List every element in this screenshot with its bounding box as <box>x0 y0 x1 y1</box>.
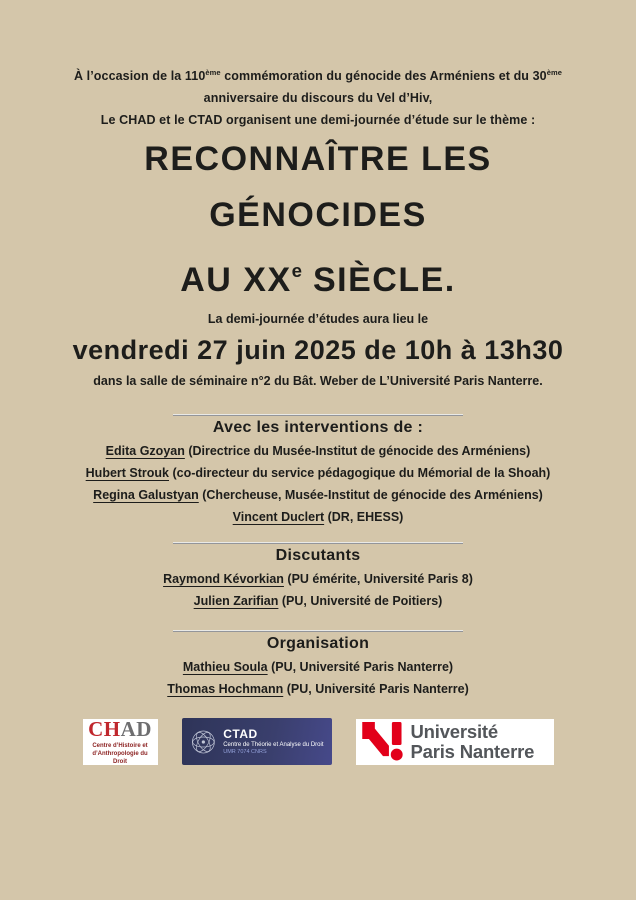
discussant-role: (PU émérite, Université Paris 8) <box>283 572 473 587</box>
ctad-acronym: CTAD <box>223 726 258 741</box>
speaker-item <box>0 462 636 484</box>
speakers-heading: Avec les interventions de : <box>212 419 424 437</box>
speaker-role: (co-directeur du service pédagogique du Mémorial de la Shoah) <box>169 466 551 481</box>
logos-row <box>0 718 636 765</box>
speaker-role: (DR, EHESS) <box>324 510 404 525</box>
poster-title <box>0 131 636 308</box>
discussant-role: (PU, Université de Poitiers) <box>278 594 443 609</box>
title-line-1: RECONNAÎTRE LES <box>144 140 492 179</box>
organisation-heading: Organisation <box>266 635 370 653</box>
intro-line-2: anniversaire du discours du Vel d’Hiv, <box>203 91 433 106</box>
intro-superscript-2: ème <box>546 68 563 77</box>
speaker-name: Vincent Duclert <box>232 510 325 525</box>
chad-acronym-gray: AD <box>120 716 152 741</box>
title-line-3-text-b: SIÈCLE. <box>302 261 456 300</box>
ctad-logo <box>182 718 332 765</box>
title-superscript-e: e <box>291 260 303 282</box>
chad-subtitle-line-1: Centre d’Histoire et <box>92 742 148 749</box>
discussant-item <box>0 590 636 612</box>
discussant-name: Raymond Kévorkian <box>163 572 284 587</box>
intro-line-1-text-a: À l’occasion de la 110 <box>73 69 206 84</box>
organizers-line: Le CHAD et le CTAD organisent une demi-journée d’étude sur le thème : <box>100 113 536 128</box>
chad-logo <box>83 716 158 765</box>
discussants-heading: Discutants <box>275 547 361 565</box>
intro-superscript-1: ème <box>205 68 221 77</box>
organiser-item <box>0 656 636 678</box>
intro-paragraph <box>0 62 636 109</box>
speaker-item <box>0 506 636 528</box>
speaker-item <box>0 484 636 506</box>
organiser-item <box>0 678 636 700</box>
speaker-role: (Directrice du Musée-Institut de génocide des Arméniens) <box>184 444 531 459</box>
organiser-name: Thomas Hochmann <box>167 682 284 697</box>
ctad-unit-label: UMR 7074 CNRS <box>223 748 267 755</box>
chad-subtitle <box>86 742 155 766</box>
upn-n-exclamation-icon <box>362 722 404 762</box>
organiser-name: Mathieu Soula <box>182 660 268 675</box>
intro-line-1-text-b: commémoration du génocide des Arméniens et du 30 <box>220 69 547 84</box>
event-location: dans la salle de séminaire n°2 du Bât. Weber de L’Université Paris Nanterre. <box>93 374 543 389</box>
title-line-2: GÉNOCIDES <box>209 196 427 235</box>
upn-name-line-2: Paris Nanterre <box>410 740 535 762</box>
discussant-item <box>0 568 636 590</box>
event-date: vendredi 27 juin 2025 de 10h à 13h30 <box>72 335 564 366</box>
organiser-role: (PU, Université Paris Nanterre) <box>267 660 454 675</box>
ctad-subtitle: Centre de Théorie et Analyse du Droit <box>223 741 324 748</box>
upn-name-line-1: Université <box>410 720 498 742</box>
title-line-3 <box>0 243 636 308</box>
chad-acronym-red: CH <box>88 716 121 741</box>
organiser-role: (PU, Université Paris Nanterre) <box>283 682 469 697</box>
speaker-name: Regina Galustyan <box>93 488 199 503</box>
ctad-orbits-icon <box>190 725 217 759</box>
discussant-name: Julien Zarifian <box>193 594 279 609</box>
speaker-name: Edita Gzoyan <box>105 444 185 459</box>
intro-line-1 <box>74 69 562 83</box>
chad-acronym <box>88 718 152 740</box>
speaker-role: (Chercheuse, Musée-Institut de génocide des Arméniens) <box>198 488 543 503</box>
upn-text-block <box>411 722 535 762</box>
speaker-name: Hubert Strouk <box>85 466 169 481</box>
upn-logo <box>356 719 554 765</box>
ctad-text-block <box>223 728 323 756</box>
date-lead-line: La demi-journée d’études aura lieu le <box>207 312 429 327</box>
chad-subtitle-line-2: d’Anthropologie du Droit <box>92 750 148 765</box>
speaker-item <box>0 440 636 462</box>
title-line-3-text-a: AU XX <box>180 261 292 300</box>
